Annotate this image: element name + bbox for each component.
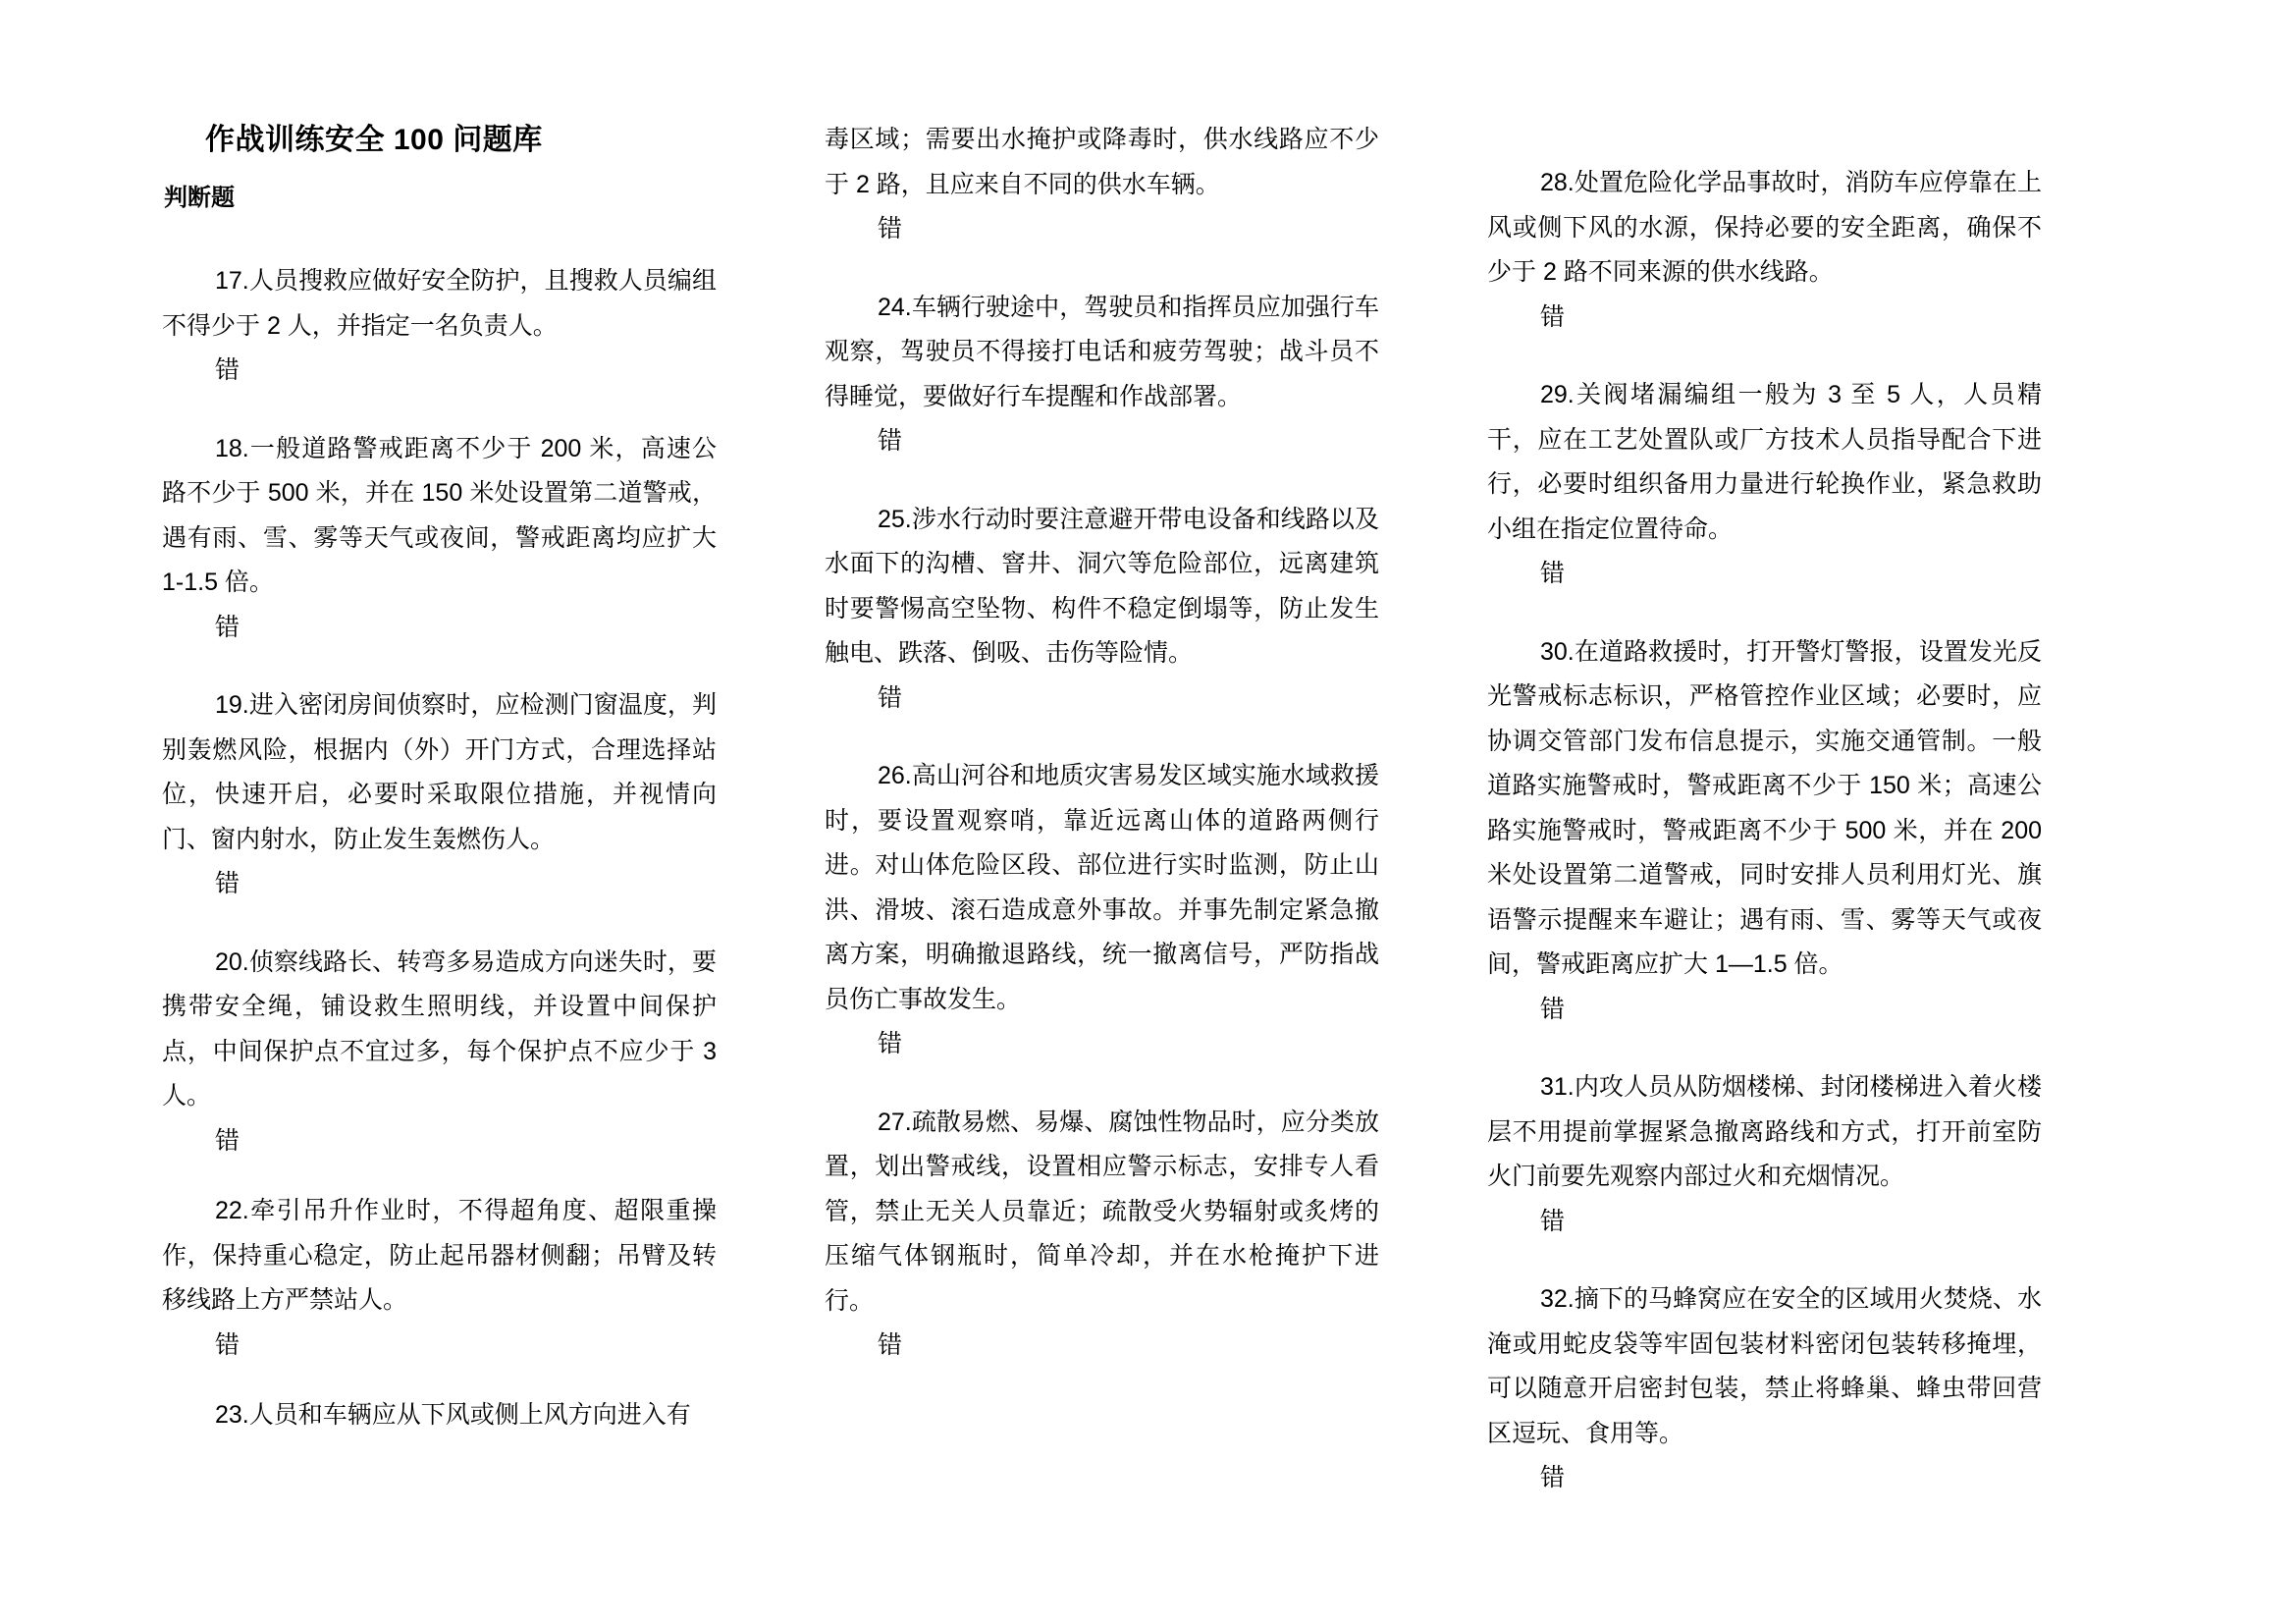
question-block-17	[162, 259, 717, 394]
question-text: 29.关阀堵漏编组一般为 3 至 5 人，人员精干，应在工艺处置队或厂方技术人员指导配合下进行，必要时组织备用力量进行轮换作业，紧急救助小组在指定位置待命。	[1487, 381, 2042, 543]
question-text: 26.高山河谷和地质灾害易发区域实施水域救援时，要设置观察哨，靠近远离山体的道路两侧行进。对山体危险区段、部位进行实时监测，防止山洪、滑坡、滚石造成意外事故。并事先制定紧急撤离方案，明确撤退路线，统一撤离信号，严防指战员伤亡事故发生。	[825, 762, 1379, 1013]
question-text: 32.摘下的马蜂窝应在安全的区域用火焚烧、水淹或用蛇皮袋等牢固包装材料密闭包装转移掩埋，可以随意开启密封包装，禁止将蜂巢、蜂虫带回营区逗玩、食用等。	[1487, 1285, 2042, 1447]
answer-text: 错	[878, 1331, 903, 1359]
answer-text: 错	[215, 870, 240, 898]
question-block-32	[1487, 1277, 2042, 1501]
question-block-26	[825, 754, 1379, 1067]
text-column-2	[825, 118, 1379, 1369]
question-block-28	[1487, 161, 2042, 340]
answer-text: 错	[1540, 560, 1566, 587]
question-block-19	[162, 683, 717, 907]
question-block-23-continued	[825, 118, 1379, 252]
question-text: 28.处置危险化学品事故时，消防车应停靠在上风或侧下风的水源，保持必要的安全距离，确保不少于 2 路不同来源的供水线路。	[1487, 169, 2042, 286]
question-text: 30.在道路救援时，打开警灯警报，设置发光反光警戒标志标识，严格管控作业区域；必要时，应协调交管部门发布信息提示，实施交通管制。一般道路实施警戒时，警戒距离不少于 150 米；高速公路实施警戒时，警戒距离不少于 500 米，并在 200 米处设置第二道警戒，同时安排人员利用灯光、旗语警示提醒来车避让；遇有雨、雪、雾等天气或夜间，警戒距离应扩大 1—1.5 倍。	[1487, 637, 2042, 978]
answer-text: 错	[1540, 302, 1566, 331]
three-column-layout	[162, 118, 2135, 1512]
answer-text: 错	[215, 1330, 240, 1359]
question-text: 毒区域；需要出水掩护或降毒时，供水线路应不少于 2 路，且应来自不同的供水车辆。	[825, 126, 1379, 198]
question-block-18	[162, 427, 717, 651]
question-text: 20.侦察线路长、转弯多易造成方向迷失时，要携带安全绳，铺设救生照明线，并设置中间保护点，中间保护点不宜过多，每个保护点不应少于 3 人。	[162, 947, 717, 1110]
question-block-22	[162, 1189, 717, 1368]
question-text: 18.一般道路警戒距离不少于 200 米，高速公路不少于 500 米，并在 150 米处设置第二道警戒，遇有雨、雪、雾等天气或夜间，警戒距离均应扩大 1-1.5 倍。	[162, 434, 717, 597]
question-text: 22.牵引吊升作业时，不得超角度、超限重操作，保持重心稳定，防止起吊器材侧翻；吊臂及转移线路上方严禁站人。	[162, 1197, 717, 1315]
question-block-31	[1487, 1065, 2042, 1244]
text-column-1	[162, 118, 717, 1438]
answer-text: 错	[215, 613, 240, 641]
answer-text: 错	[215, 356, 240, 385]
question-block-24	[825, 286, 1379, 464]
question-text: 19.进入密闭房间侦察时，应检测门窗温度，判别轰燃风险，根据内（外）开门方式，合理选择站位，快速开启，必要时采取限位措施，并视情向门、窗内射水，防止发生轰燃伤人。	[162, 691, 717, 853]
answer-text: 错	[1540, 995, 1566, 1023]
question-block-20	[162, 941, 717, 1164]
question-text: 25.涉水行动时要注意避开带电设备和线路以及水面下的沟槽、窨井、洞穴等危险部位，远离建筑时要警惕高空坠物、构件不稳定倒塌等，防止发生触电、跌落、倒吸、击伤等险情。	[825, 505, 1379, 667]
answer-text: 错	[878, 683, 903, 712]
section-heading: 判断题	[164, 185, 235, 211]
question-block-29	[1487, 373, 2042, 597]
question-block-30	[1487, 630, 2042, 1033]
question-block-27	[825, 1101, 1379, 1369]
text-column-3	[1487, 118, 2042, 1501]
question-block-25	[825, 498, 1379, 722]
answer-text: 错	[1540, 1464, 1566, 1491]
question-text: 17.人员搜救应做好安全防护，且搜救人员编组不得少于 2 人，并指定一名负责人。	[162, 267, 717, 340]
question-text: 23.人员和车辆应从下风或侧上风方向进入有	[215, 1401, 691, 1430]
question-block-23-start	[162, 1393, 717, 1438]
question-text: 24.车辆行驶途中，驾驶员和指挥员应加强行车观察，驾驶员不得接打电话和疲劳驾驶；战斗员不得睡觉，要做好行车提醒和作战部署。	[825, 293, 1379, 410]
answer-text: 错	[1540, 1207, 1566, 1235]
answer-text: 错	[878, 1030, 903, 1057]
question-text: 31.内攻人员从防烟楼梯、封闭楼梯进入着火楼层不用提前掌握紧急撤离路线和方式，打开前室防火门前要先观察内部过火和充烟情况。	[1487, 1073, 2042, 1190]
answer-text: 错	[878, 427, 903, 455]
question-text: 27.疏散易燃、易爆、腐蚀性物品时，应分类放置，划出警戒线，设置相应警示标志，安排专人看管，禁止无关人员靠近；疏散受火势辐射或炙烤的压缩气体钢瓶时，简单冷却，并在水枪掩护下进行。	[825, 1108, 1379, 1315]
answer-text: 错	[215, 1126, 240, 1155]
answer-text: 错	[878, 215, 903, 243]
page-title: 作战训练安全 100 问题库	[205, 124, 543, 156]
